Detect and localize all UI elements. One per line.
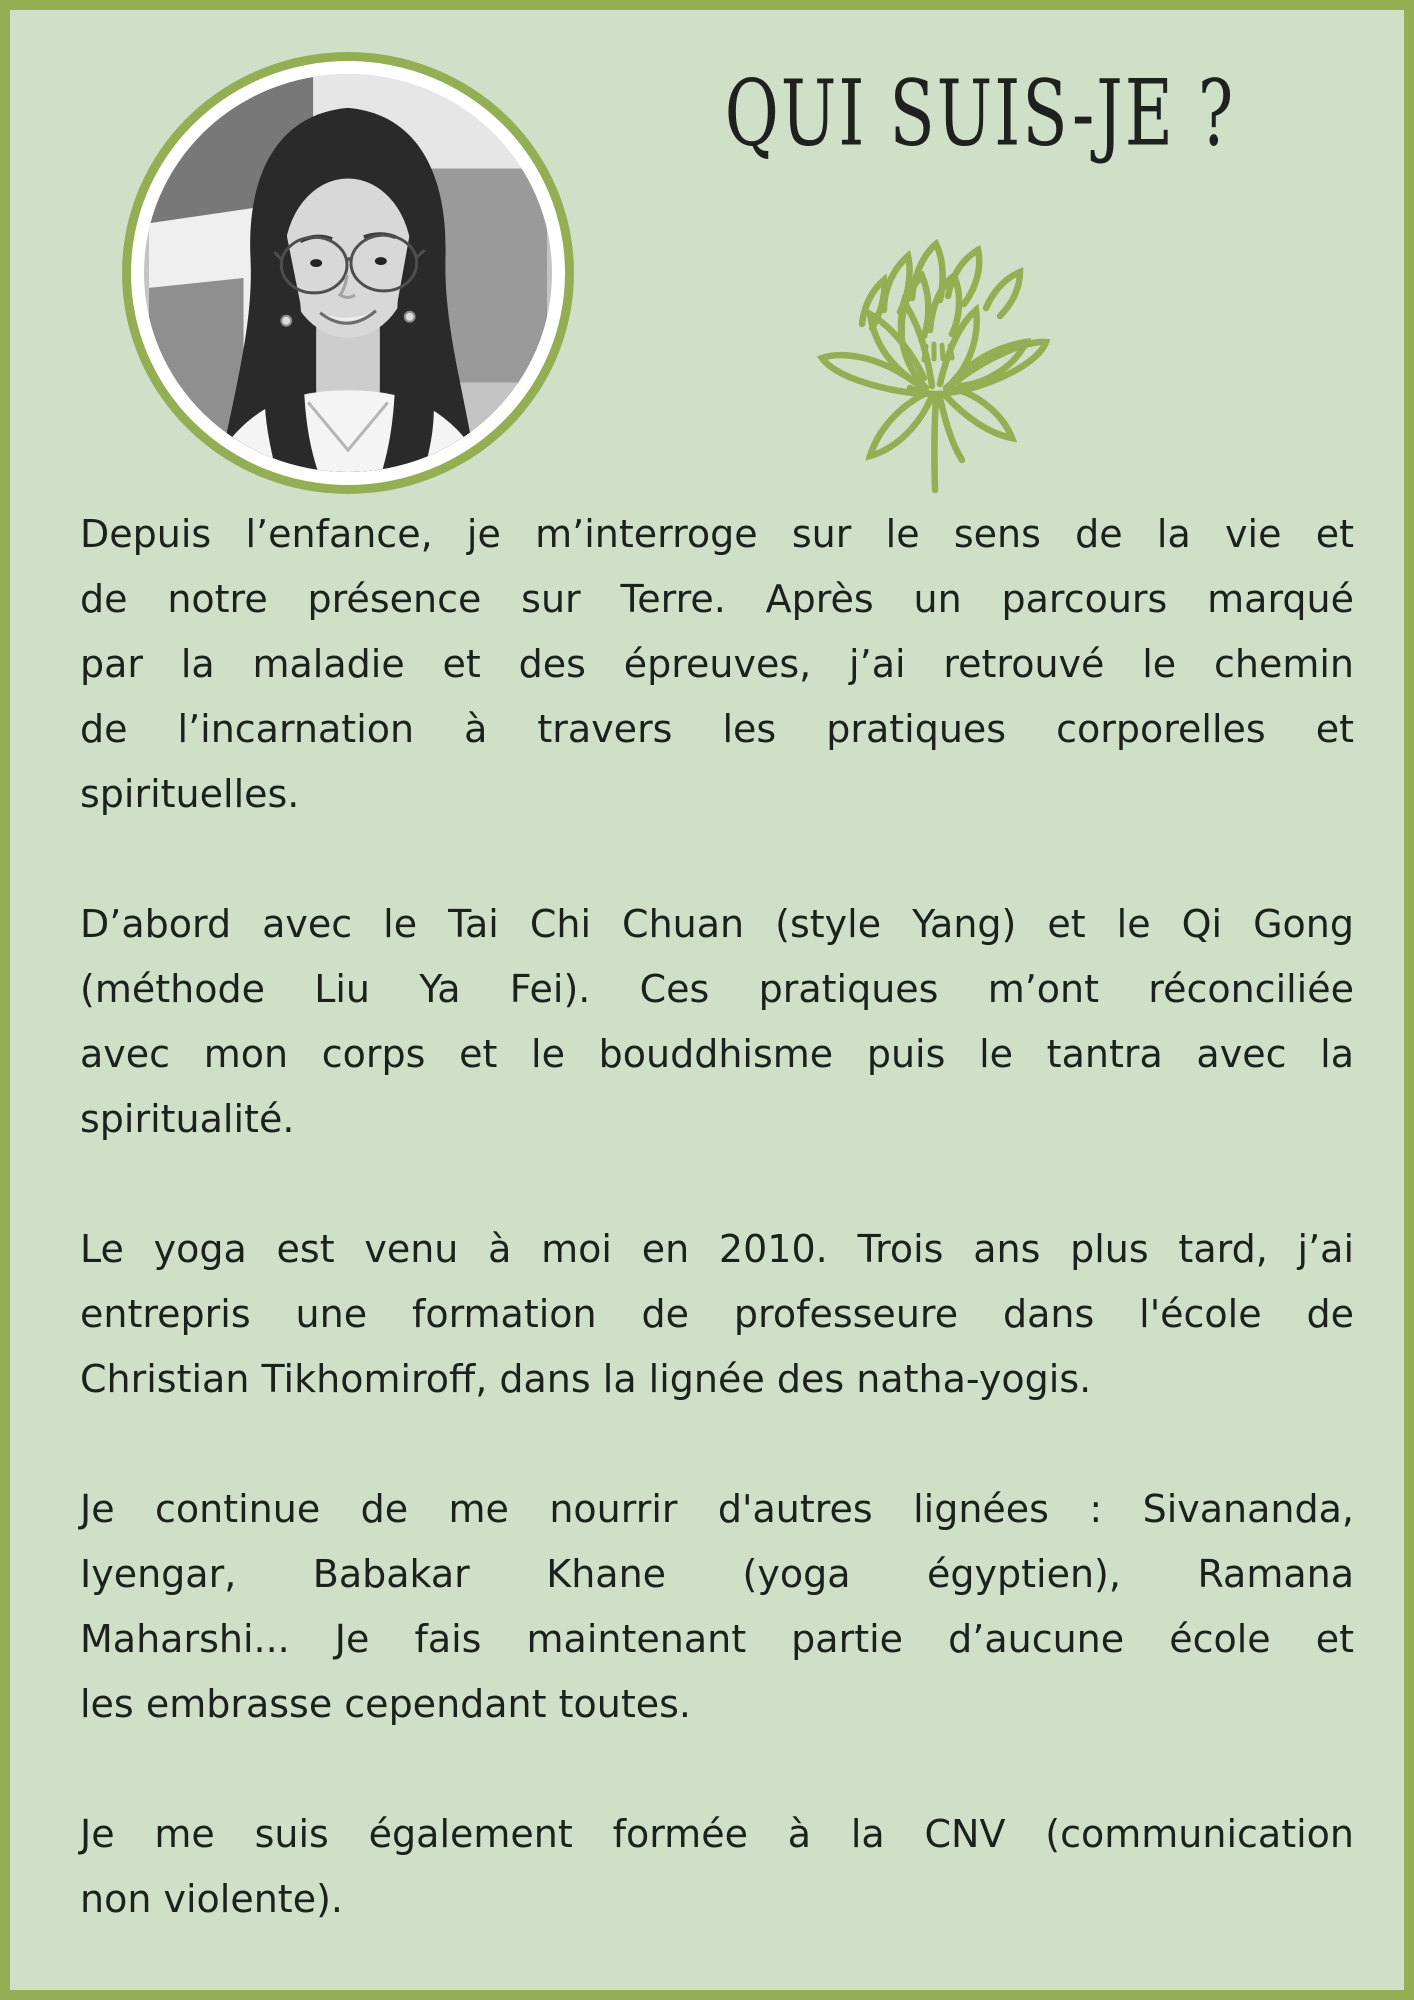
bio-line: entrepris une formation de professeure dans l'école de xyxy=(80,1292,1354,1336)
bio-paragraph xyxy=(80,892,1354,1152)
bio-line: Maharshi... Je fais maintenant partie d’aucune école et xyxy=(80,1617,1354,1661)
lotus-icon xyxy=(814,238,1054,498)
bio-line: avec mon corps et le bouddhisme puis le tantra avec la xyxy=(80,1032,1354,1076)
bio-paragraph xyxy=(80,502,1354,827)
bio-line: par la maladie et des épreuves, j’ai retrouvé le chemin xyxy=(80,642,1354,686)
bio-paragraph xyxy=(80,1477,1354,1737)
profile-photo xyxy=(122,52,574,494)
bio-paragraph xyxy=(80,1802,1354,1932)
bio-line: Le yoga est venu à moi en 2010. Trois ans plus tard, j’ai xyxy=(80,1227,1354,1271)
bio-line: les embrasse cependant toutes. xyxy=(80,1682,692,1726)
bio-line: Christian Tikhomiroff, dans la lignée des natha-yogis. xyxy=(80,1357,1092,1401)
bio-line: D’abord avec le Tai Chi Chuan (style Yang) et le Qi Gong xyxy=(80,902,1354,946)
bio-line: de notre présence sur Terre. Après un parcours marqué xyxy=(80,577,1354,621)
profile-photo-image xyxy=(144,74,552,472)
bio-line: non violente). xyxy=(80,1877,343,1921)
bio-paragraph xyxy=(80,1217,1354,1412)
bio-line: Depuis l’enfance, je m’interroge sur le sens de la vie et xyxy=(80,512,1354,556)
bio-line: spiritualité. xyxy=(80,1097,295,1141)
bio-text xyxy=(80,502,1354,1932)
bio-line: spirituelles. xyxy=(80,772,300,816)
bio-line: Iyengar, Babakar Khane (yoga égyptien), Ramana xyxy=(80,1552,1354,1596)
page-title: QUI SUIS-JE ? xyxy=(724,60,1236,167)
bio-line: Je continue de me nourrir d'autres lignées : Sivananda, xyxy=(80,1487,1354,1531)
bio-line: Je me suis également formée à la CNV (communication xyxy=(80,1812,1354,1856)
bio-line: de l’incarnation à travers les pratiques corporelles et xyxy=(80,707,1354,751)
bio-line: (méthode Liu Ya Fei). Ces pratiques m’ont réconciliée xyxy=(80,967,1354,1011)
portrait-illustration xyxy=(144,74,552,472)
